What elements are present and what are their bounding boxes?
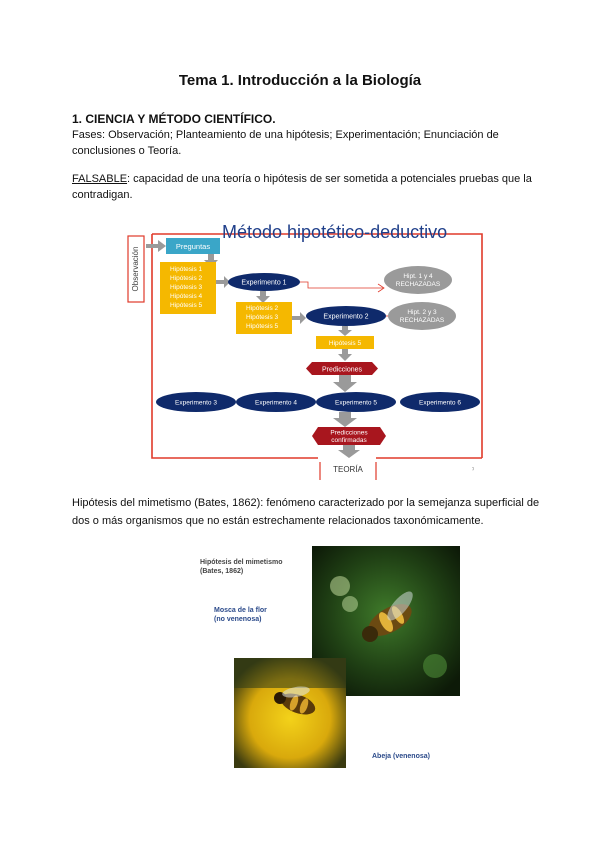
- hipotesis-5-label: Hipótesis 5: [328, 340, 362, 347]
- diagram-title: Método hipotético-deductivo: [222, 222, 448, 242]
- flower-blob-2: [342, 596, 358, 612]
- line-to-rechazadas-1: [300, 282, 384, 288]
- rechazadas-2-line1: Hipt. 2 y 3: [407, 309, 437, 316]
- predicciones-confirmadas-line2: confirmadas: [331, 437, 367, 444]
- mimetismo-figure: [200, 546, 460, 768]
- falsable-paragraph: [72, 171, 542, 203]
- arrow-down-2: [256, 291, 270, 303]
- mimetismo-photos: [200, 546, 460, 768]
- mimetismo-paragraph: Hipótesis del mimetismo (Bates, 1862): fenómeno caracterizado por la semejanza superficial de dos o más organismos que no están estrechamente relacionados taxonómicamente.: [72, 497, 540, 527]
- page-title: Tema 1. Introducción a la Biología: [178, 72, 422, 89]
- diagram-mark: ˀ: [472, 468, 475, 474]
- mosca-label-1: Mosca de la flor: [214, 607, 267, 614]
- arrow-down-6: [333, 412, 357, 427]
- experimento-3-label: Experimento 3: [175, 399, 217, 407]
- section-heading: 1. CIENCIA Y MÉTODO CIENTÍFICO.: [72, 112, 276, 126]
- arrow-to-exp1: [216, 276, 230, 288]
- abeja-label: Abeja (venenosa): [372, 753, 430, 760]
- leaf-blob: [423, 654, 447, 678]
- falsable-term: FALSABLE: [72, 173, 128, 185]
- preguntas-label: Preguntas: [175, 242, 211, 251]
- hipotesis-group-1-list: Hipótesis 1 Hipótesis 2 Hipótesis 3 Hipótesis 4 Hipótesis 5: [170, 266, 203, 309]
- flower-blob-1: [330, 576, 350, 596]
- arrow-down-4: [338, 349, 352, 361]
- arrow-to-exp2: [292, 312, 306, 324]
- arrow-to-preguntas: [146, 240, 166, 252]
- mimetismo-img-title-2: (Bates, 1862): [200, 568, 244, 575]
- observacion-label: Observación: [131, 246, 140, 292]
- experimento-4-label: Experimento 4: [255, 399, 297, 407]
- predicciones-confirmadas-line1: Predicciones: [330, 429, 368, 437]
- mimetismo-img-title-1: Hipótesis del mimetismo: [200, 559, 283, 566]
- hypothetico-deductive-diagram: [122, 222, 488, 480]
- experimento-6-label: Experimento 6: [419, 399, 461, 407]
- arrow-down-3: [338, 326, 352, 336]
- rechazadas-2-ellipse: [388, 302, 456, 330]
- predicciones-label: Predicciones: [321, 366, 363, 374]
- arrow-down-5: [333, 375, 357, 392]
- bee-photo-background: [234, 658, 346, 688]
- teoria-label: TEORÍA: [333, 465, 363, 474]
- falsable-definition: : capacidad de una teoría o hipótesis de ser sometida a potenciales pruebas que la contradigan.: [72, 173, 532, 201]
- hipotesis-group-2-list: Hipótesis 2 Hipótesis 3 Hipótesis 5: [246, 305, 279, 330]
- rechazadas-1-line1: Hipt. 1 y 4: [403, 273, 433, 280]
- mosca-label-2: (no venenosa): [214, 616, 262, 623]
- experimento-1-label: Experimento 1: [241, 279, 287, 287]
- rechazadas-1-line2: RECHAZADAS: [395, 281, 441, 288]
- rechazadas-1-ellipse: [384, 266, 452, 294]
- rechazadas-2-line2: RECHAZADAS: [399, 317, 445, 324]
- experimento-2-label: Experimento 2: [323, 313, 369, 321]
- arrow-down-7: [338, 445, 360, 458]
- fases-paragraph: Fases: Observación; Planteamiento de una hipótesis; Experimentación; Enunciación de conclusiones o Teoría.: [72, 129, 499, 157]
- experimento-5-label: Experimento 5: [335, 399, 377, 407]
